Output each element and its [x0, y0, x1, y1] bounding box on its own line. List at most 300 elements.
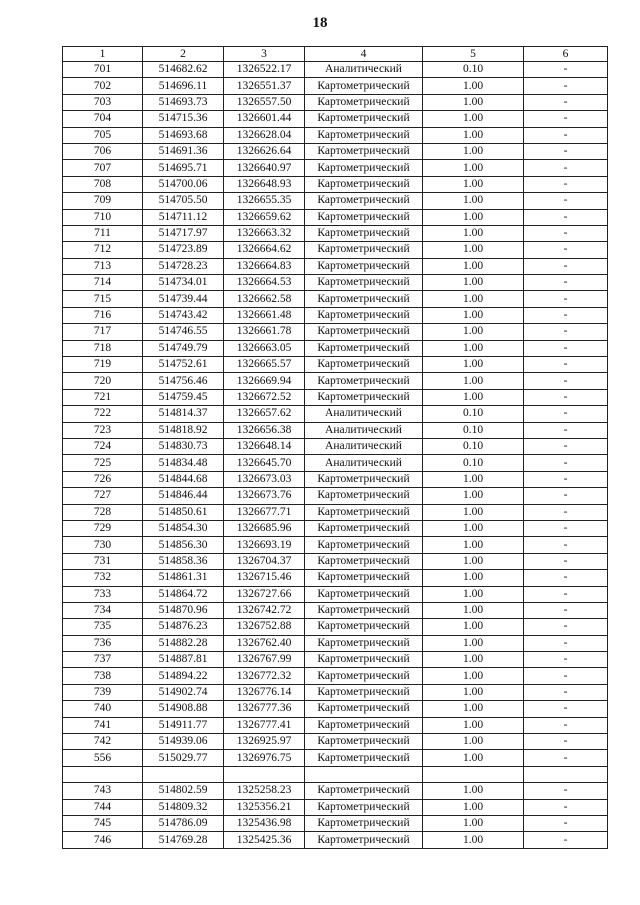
table-cell: 1.00 [423, 307, 524, 323]
table-cell: 514734.01 [143, 275, 224, 291]
table-cell: 1326673.03 [224, 471, 305, 487]
table-cell: 1326663.32 [224, 225, 305, 241]
table-cell: Аналитический [305, 455, 423, 471]
table-cell: 741 [63, 717, 143, 733]
table-cell: 1325425.36 [224, 832, 305, 848]
table-cell: 1.00 [423, 668, 524, 684]
table-cell: - [524, 160, 608, 176]
table-cell: 1.00 [423, 619, 524, 635]
table-cell: Картометрический [305, 799, 423, 815]
table-cell: 514759.45 [143, 389, 224, 405]
table-cell: 514739.44 [143, 291, 224, 307]
table-cell: 1326645.70 [224, 455, 305, 471]
table-cell: 718 [63, 340, 143, 356]
table-cell: 1326557.50 [224, 94, 305, 110]
table-cell [305, 766, 423, 782]
table-cell: 724 [63, 438, 143, 454]
table-row [63, 504, 608, 520]
table-cell: 745 [63, 815, 143, 831]
table-cell: 514846.44 [143, 488, 224, 504]
table-cell: 1326669.94 [224, 373, 305, 389]
table-cell: 1.00 [423, 635, 524, 651]
table-cell: - [524, 324, 608, 340]
table-cell: 514746.55 [143, 324, 224, 340]
table-cell: - [524, 209, 608, 225]
table-cell: 1.00 [423, 324, 524, 340]
table-cell: - [524, 684, 608, 700]
table-cell: - [524, 127, 608, 143]
table-cell: - [524, 734, 608, 750]
table-cell: 1.00 [423, 799, 524, 815]
table-cell: Картометрический [305, 684, 423, 700]
table-cell: Картометрический [305, 340, 423, 356]
table-cell: 1326626.64 [224, 143, 305, 159]
table-cell: 744 [63, 799, 143, 815]
table-cell: 514693.73 [143, 94, 224, 110]
table-cell: 706 [63, 143, 143, 159]
table-cell: 1326648.14 [224, 438, 305, 454]
table-cell: 1.00 [423, 684, 524, 700]
table-cell: 514894.22 [143, 668, 224, 684]
table-row [63, 143, 608, 159]
table-cell: Картометрический [305, 537, 423, 553]
table-cell: 514752.61 [143, 357, 224, 373]
table-cell: 1.00 [423, 373, 524, 389]
table-cell: - [524, 340, 608, 356]
table-cell: Картометрический [305, 619, 423, 635]
table-cell: Аналитический [305, 406, 423, 422]
table-cell: - [524, 832, 608, 848]
table-cell: 0.10 [423, 406, 524, 422]
table-cell: 708 [63, 176, 143, 192]
table-cell: 1326659.62 [224, 209, 305, 225]
table-cell: - [524, 504, 608, 520]
table-cell: 1326628.04 [224, 127, 305, 143]
table-cell: 1326727.66 [224, 586, 305, 602]
table-cell: 514700.06 [143, 176, 224, 192]
table-cell: - [524, 111, 608, 127]
table-cell: 1326704.37 [224, 553, 305, 569]
table-cell: 514696.11 [143, 78, 224, 94]
table-cell: - [524, 619, 608, 635]
table-cell: - [524, 193, 608, 209]
table-cell: - [524, 176, 608, 192]
table-cell: - [524, 586, 608, 602]
table-row [63, 799, 608, 815]
table-cell: 1326976.75 [224, 750, 305, 766]
table-row [63, 258, 608, 274]
table-cell: 0.10 [423, 422, 524, 438]
table-cell: 514876.23 [143, 619, 224, 635]
table-cell: - [524, 143, 608, 159]
table-cell: 1326664.53 [224, 275, 305, 291]
table-row [63, 340, 608, 356]
table-cell: 1326655.35 [224, 193, 305, 209]
table-cell: - [524, 307, 608, 323]
table-cell: 1326693.19 [224, 537, 305, 553]
table-cell: 1.00 [423, 111, 524, 127]
table-cell: 746 [63, 832, 143, 848]
table-cell: 733 [63, 586, 143, 602]
table-cell: 1.00 [423, 815, 524, 831]
table-cell: - [524, 242, 608, 258]
table-cell: - [524, 438, 608, 454]
table-row [63, 62, 608, 78]
table-cell: 514858.36 [143, 553, 224, 569]
table-cell: 1.00 [423, 504, 524, 520]
table-cell: 1326661.48 [224, 307, 305, 323]
table-cell: 727 [63, 488, 143, 504]
table-cell: - [524, 291, 608, 307]
table-cell: 515029.77 [143, 750, 224, 766]
table-cell: 1326777.36 [224, 701, 305, 717]
table-cell: - [524, 537, 608, 553]
table-cell: Картометрический [305, 307, 423, 323]
table-cell: 1.00 [423, 488, 524, 504]
table-cell: 514834.48 [143, 455, 224, 471]
table-row [63, 275, 608, 291]
table-cell: Картометрический [305, 176, 423, 192]
table-cell: Картометрический [305, 324, 423, 340]
table-cell: Картометрический [305, 209, 423, 225]
table-cell: 1326752.88 [224, 619, 305, 635]
table-cell: 0.10 [423, 438, 524, 454]
table-cell: 711 [63, 225, 143, 241]
table-row [63, 684, 608, 700]
table-cell: 1.00 [423, 832, 524, 848]
table-cell: 715 [63, 291, 143, 307]
table-cell: 514854.30 [143, 520, 224, 536]
table-cell: 514844.68 [143, 471, 224, 487]
table-row [63, 619, 608, 635]
table-cell: 514695.71 [143, 160, 224, 176]
table-cell: 514818.92 [143, 422, 224, 438]
table-cell: 514693.68 [143, 127, 224, 143]
table-cell: Картометрический [305, 357, 423, 373]
table-cell: 514802.59 [143, 783, 224, 799]
table-cell: 1.00 [423, 193, 524, 209]
table-cell: 1.00 [423, 275, 524, 291]
table-cell: 1326777.41 [224, 717, 305, 733]
table-cell: - [524, 488, 608, 504]
table-cell: Картометрический [305, 553, 423, 569]
table-cell: Картометрический [305, 389, 423, 405]
table-body [63, 62, 608, 849]
table-cell [143, 766, 224, 782]
table-cell: 514908.88 [143, 701, 224, 717]
table-row [63, 160, 608, 176]
table-row [63, 635, 608, 651]
table-cell: Картометрический [305, 471, 423, 487]
table-cell: Картометрический [305, 291, 423, 307]
table-cell: Картометрический [305, 783, 423, 799]
table-cell: 1.00 [423, 750, 524, 766]
table-cell: 1.00 [423, 602, 524, 618]
table-cell: Картометрический [305, 111, 423, 127]
table-cell: Картометрический [305, 832, 423, 848]
table-cell: 743 [63, 783, 143, 799]
header-cell: 2 [143, 47, 224, 62]
table-cell: 514809.32 [143, 799, 224, 815]
table-cell: - [524, 389, 608, 405]
table-cell: 1326925.97 [224, 734, 305, 750]
table-row [63, 783, 608, 799]
table-cell: 514717.97 [143, 225, 224, 241]
table-cell: - [524, 668, 608, 684]
table-cell: 1326715.46 [224, 570, 305, 586]
header-cell: 4 [305, 47, 423, 62]
table-cell: 1326656.38 [224, 422, 305, 438]
table-cell: Картометрический [305, 701, 423, 717]
table-cell: Картометрический [305, 750, 423, 766]
table-cell: 1.00 [423, 291, 524, 307]
table-cell: 1.00 [423, 520, 524, 536]
table-cell: 1326664.83 [224, 258, 305, 274]
table-cell: 514830.73 [143, 438, 224, 454]
table-row [63, 520, 608, 536]
table-row [63, 537, 608, 553]
table-cell: - [524, 750, 608, 766]
table-row [63, 209, 608, 225]
table-cell: - [524, 94, 608, 110]
table-cell: - [524, 373, 608, 389]
table-cell: 716 [63, 307, 143, 323]
table-cell: Картометрический [305, 225, 423, 241]
table-cell: Картометрический [305, 668, 423, 684]
table-cell: 1.00 [423, 717, 524, 733]
table-cell [423, 766, 524, 782]
table-cell: 1326664.62 [224, 242, 305, 258]
table-row [63, 586, 608, 602]
table-cell: 514861.31 [143, 570, 224, 586]
table-cell: - [524, 471, 608, 487]
table-row [63, 471, 608, 487]
table-cell: 719 [63, 357, 143, 373]
table-cell: 1326767.99 [224, 652, 305, 668]
table-cell: 1.00 [423, 143, 524, 159]
table-cell: 1.00 [423, 78, 524, 94]
table-cell: 1326762.40 [224, 635, 305, 651]
table-cell: 729 [63, 520, 143, 536]
table-cell: Картометрический [305, 586, 423, 602]
table-cell: 1325356.21 [224, 799, 305, 815]
table-cell: - [524, 258, 608, 274]
table-cell: - [524, 602, 608, 618]
table-row [63, 455, 608, 471]
table-row [63, 291, 608, 307]
table-cell [524, 766, 608, 782]
table-cell: 556 [63, 750, 143, 766]
table-cell: 1.00 [423, 553, 524, 569]
header-cell: 1 [63, 47, 143, 62]
table-cell: 704 [63, 111, 143, 127]
table-cell: 1325436.98 [224, 815, 305, 831]
table-row [63, 127, 608, 143]
table-cell: Картометрический [305, 602, 423, 618]
table-cell: Картометрический [305, 373, 423, 389]
table-row [63, 406, 608, 422]
table-cell: 1326663.05 [224, 340, 305, 356]
table-cell: - [524, 783, 608, 799]
table-cell: 1326662.58 [224, 291, 305, 307]
table-cell: - [524, 799, 608, 815]
table-cell: Картометрический [305, 504, 423, 520]
table-header [63, 47, 608, 62]
table-row [63, 111, 608, 127]
table-cell: 514887.81 [143, 652, 224, 668]
table-row [63, 652, 608, 668]
table-cell: 514786.09 [143, 815, 224, 831]
table-cell: 739 [63, 684, 143, 700]
table-cell: - [524, 652, 608, 668]
table-cell: 514939.06 [143, 734, 224, 750]
table-cell: 514711.12 [143, 209, 224, 225]
table-cell: 717 [63, 324, 143, 340]
table-cell: 1326772.32 [224, 668, 305, 684]
table-cell: - [524, 406, 608, 422]
table-cell: - [524, 701, 608, 717]
table-cell: 730 [63, 537, 143, 553]
table-row [63, 242, 608, 258]
table-cell: Картометрический [305, 242, 423, 258]
table-cell: 514743.42 [143, 307, 224, 323]
header-cell: 6 [524, 47, 608, 62]
table-cell: 514814.37 [143, 406, 224, 422]
coordinates-table [62, 46, 608, 849]
table-cell: Аналитический [305, 62, 423, 78]
table-row [63, 422, 608, 438]
table-cell: 1326661.78 [224, 324, 305, 340]
table-cell: 713 [63, 258, 143, 274]
table-cell: 514856.30 [143, 537, 224, 553]
header-cell: 5 [423, 47, 524, 62]
table-cell: 736 [63, 635, 143, 651]
table-cell: 731 [63, 553, 143, 569]
table-cell: 742 [63, 734, 143, 750]
table-cell: Картометрический [305, 520, 423, 536]
table-cell: 1326677.71 [224, 504, 305, 520]
table-cell: 1326742.72 [224, 602, 305, 618]
table-row [63, 570, 608, 586]
table-cell: 1326601.44 [224, 111, 305, 127]
table-cell: 721 [63, 389, 143, 405]
table-cell: 514911.77 [143, 717, 224, 733]
table-cell: - [524, 815, 608, 831]
table-cell: 1.00 [423, 586, 524, 602]
table-cell: 738 [63, 668, 143, 684]
table-cell: 1326776.14 [224, 684, 305, 700]
page-number: 18 [312, 15, 328, 31]
table-cell [224, 766, 305, 782]
table-cell: 735 [63, 619, 143, 635]
header-cell: 3 [224, 47, 305, 62]
table-cell: - [524, 520, 608, 536]
table-row [63, 815, 608, 831]
table-cell: 0.10 [423, 62, 524, 78]
table-row [63, 602, 608, 618]
table-row [63, 94, 608, 110]
table-cell: 514756.46 [143, 373, 224, 389]
table-cell: 732 [63, 570, 143, 586]
table-cell: Картометрический [305, 570, 423, 586]
table-cell: 734 [63, 602, 143, 618]
table-row [63, 193, 608, 209]
table-cell: 714 [63, 275, 143, 291]
table-row [63, 701, 608, 717]
table-row [63, 176, 608, 192]
table-cell: 1326522.17 [224, 62, 305, 78]
table-cell: 720 [63, 373, 143, 389]
table-cell: 705 [63, 127, 143, 143]
table-cell: - [524, 717, 608, 733]
table-cell: - [524, 225, 608, 241]
table-cell: 1.00 [423, 357, 524, 373]
table-cell: 514682.62 [143, 62, 224, 78]
table-cell: 725 [63, 455, 143, 471]
table-row [63, 832, 608, 848]
table-cell: 514769.28 [143, 832, 224, 848]
table-cell: - [524, 635, 608, 651]
table-cell: 1.00 [423, 701, 524, 717]
table-row [63, 750, 608, 766]
table-cell: 709 [63, 193, 143, 209]
table-cell: 514728.23 [143, 258, 224, 274]
table-row [63, 307, 608, 323]
table-cell: Картометрический [305, 127, 423, 143]
table-cell [63, 766, 143, 782]
table-cell: 1326685.96 [224, 520, 305, 536]
table-cell: 1326648.93 [224, 176, 305, 192]
table-cell: 1.00 [423, 652, 524, 668]
table-cell: Картометрический [305, 717, 423, 733]
table-cell: 1.00 [423, 258, 524, 274]
table-cell: 1326640.97 [224, 160, 305, 176]
table-cell: 1.00 [423, 176, 524, 192]
table-row [63, 488, 608, 504]
table-cell: 1.00 [423, 570, 524, 586]
table-cell: Картометрический [305, 275, 423, 291]
table-cell: 1325258.23 [224, 783, 305, 799]
table-row [63, 373, 608, 389]
table-cell: 1.00 [423, 389, 524, 405]
table-cell: 1.00 [423, 537, 524, 553]
table-cell: Картометрический [305, 143, 423, 159]
table-cell: 514691.36 [143, 143, 224, 159]
table-cell: 514723.89 [143, 242, 224, 258]
table-cell: 1.00 [423, 783, 524, 799]
table-cell: 1.00 [423, 340, 524, 356]
table-cell: 701 [63, 62, 143, 78]
table-cell: 514902.74 [143, 684, 224, 700]
table-cell: 1.00 [423, 209, 524, 225]
table-cell: 1326673.76 [224, 488, 305, 504]
table-row [63, 389, 608, 405]
table-cell: - [524, 553, 608, 569]
table-cell: 514715.36 [143, 111, 224, 127]
table-row [63, 766, 608, 782]
table-row [63, 78, 608, 94]
table-cell: 728 [63, 504, 143, 520]
table-cell: Картометрический [305, 488, 423, 504]
table-cell: - [524, 357, 608, 373]
table-cell: 1.00 [423, 225, 524, 241]
table-cell: Аналитический [305, 438, 423, 454]
table-cell: 1326665.57 [224, 357, 305, 373]
table-row [63, 357, 608, 373]
table-cell: 1326551.37 [224, 78, 305, 94]
table-cell: 740 [63, 701, 143, 717]
table-cell: 1.00 [423, 127, 524, 143]
